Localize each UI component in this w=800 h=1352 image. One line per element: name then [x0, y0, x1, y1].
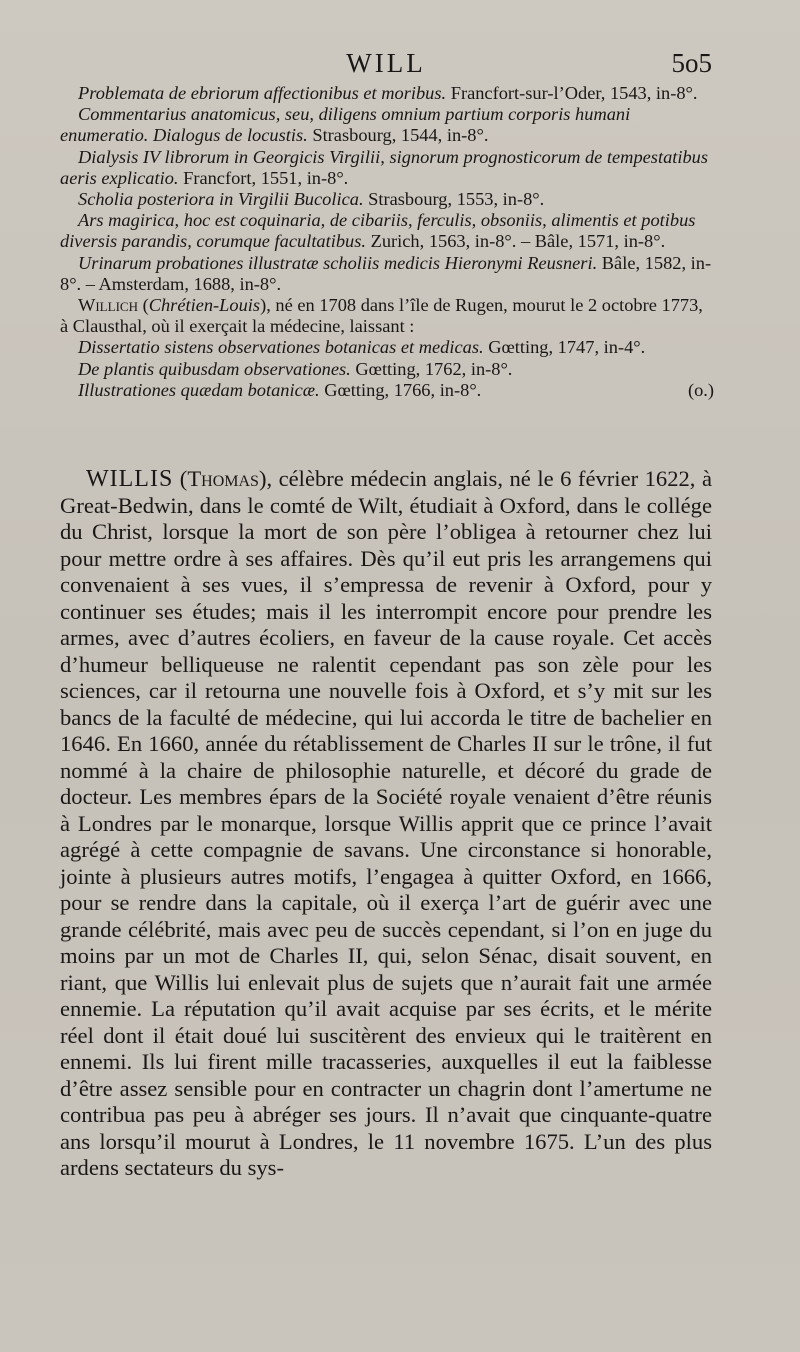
- author-signature: (o.): [687, 379, 714, 400]
- bibliography-entry: [60, 253, 714, 295]
- page-number: 5o5: [671, 48, 712, 78]
- work-details: Francfort, 1551, in-8°.: [178, 167, 349, 188]
- bibliography-entry: [60, 83, 714, 104]
- bibliography-entry: [60, 189, 714, 210]
- work-title: Illustrationes quædam botanicæ.: [78, 379, 320, 400]
- willich-entry: Willich (Chrétien-Louis), né en 1708 dans l’île de Rugen, mourut le 2 octobre 1773, à Clausthal, où il exerçait la médecine, laissant :: [60, 295, 703, 337]
- article-paragraph: WILLIS (Thomas), célèbre médecin anglais, né le 6 février 1622, à Great-Bedwin, dans le comté de Wilt, étudiait à Oxford, dans le collége du Christ, lorsque la mort de son père l’obligea à retourner chez lui pour mettre ordre à ses affaires. Dès qu’il eut pris les arrangemens qui convenaient à ses vues, il s’empressa de revenir à Oxford, pour y continuer ses études; mais il les interrompit encore pour prendre les armes, avec d’autres écoliers, en faveur de la cause royale. Cet accès d’humeur belliqueuse ne ralentit cependant pas son zèle pour les sciences, car il retourna une nouvelle fois à Oxford, et s’y mit sur les bancs de la faculté de médecine, qui lui accorda le titre de bachelier en 1646. En 1660, année du rétablissement de Charles II sur le trône, il fut nommé à la chaire de philosophie naturelle, et décoré du grade de docteur. Les membres épars de la Société royale venaient d’être réunis à Londres par le monarque, lorsque Willis apprit que ce prince l’avait agrégé à cette compagnie de savans. Une circonstance si honorable, jointe à plusieurs autres motifs, l’engagea à quitter Oxford, en 1666, pour se rendre dans la capitale, où il exerça l’art de guérir avec une grande célébrité, mais avec peu de succès cependant, si l’on en juge du moins par un mot de Charles II, qui, selon Sénac, disait souvent, en riant, que Willis lui enlevait plus de sujets que n’aurait fait une armée ennemie. La réputation qu’il avait acquise par ses écrits, et le mérite réel dont il était doué lui suscitèrent des envieux qui le traitèrent en ennemi. Ils lui firent mille tracasseries, auxquelles il eut la faiblesse d’être assez sensible pour en contracter un chagrin dont l’amertume ne contribua pas peu à abréger ses jours. Il n’avait que cinquante-quatre ans lorsqu’il mourut à Londres, le 11 novembre 1675. L’un des plus ardens sectateurs du sys-: [60, 466, 712, 1180]
- work-details: Gœtting, 1747, in-4°.: [483, 337, 646, 358]
- work-details: Bâle, 1582, in-8°. – Amsterdam, 1688, in-8°.: [60, 252, 712, 294]
- work-title: Ars magirica, hoc est coquinaria, de cibariis, ferculis, obsoniis, alimentis et potibus diversis parandis, corumque facultatibus.: [60, 210, 696, 252]
- bibliography-entry: [60, 147, 714, 189]
- article-headword: WILLIS: [86, 466, 174, 492]
- work-details: Francfort-sur-l’Oder, 1543, in-8°.: [446, 83, 698, 103]
- running-title: WILL: [346, 48, 426, 78]
- work-title: Dissertatio sistens observationes botanicas et medicas.: [78, 337, 484, 358]
- work-title: Commentarius anatomicus, seu, diligens omnium partium corporis humani enumeratio. Dialogus de locustis.: [60, 104, 631, 146]
- bibliography-entry: [60, 104, 714, 146]
- bibliography-entry: [60, 359, 714, 380]
- page-header: [60, 48, 712, 80]
- work-details: Strasbourg, 1553, in-8°.: [363, 189, 545, 210]
- work-title: De plantis quibusdam observationes.: [78, 358, 351, 379]
- entry-text: , né en 1708 dans l’île de Rugen, mourut le 2 octobre 1773, à Clausthal, où il exerçait la médecine, laissant :: [60, 295, 703, 337]
- article-willis: [60, 466, 712, 1182]
- bibliography-entry: [60, 380, 714, 401]
- work-details: Zurich, 1563, in-8°. – Bâle, 1571, in-8°.: [366, 231, 666, 252]
- work-title: Urinarum probationes illustratæ scholiis medicis Hieronymi Reusneri.: [78, 252, 598, 273]
- bibliography-entry: [60, 337, 714, 358]
- bibliography-wittich: [60, 83, 714, 401]
- work-title: Dialysis IV librorum in Georgicis Virgilii, signorum prognosticorum de tempestatibus aeris explicatio.: [60, 146, 709, 188]
- entry-forename: Chrétien-Louis: [148, 295, 261, 316]
- work-details: Strasbourg, 1544, in-8°.: [307, 125, 489, 146]
- work-details: Gœtting, 1762, in-8°.: [350, 358, 513, 379]
- entry-headword: Willich: [78, 295, 138, 316]
- work-details: Gœtting, 1766, in-8°.: [319, 379, 482, 400]
- work-title: Scholia posteriora in Virgilii Bucolica.: [78, 189, 364, 210]
- work-title: Problemata de ebriorum affectionibus et moribus.: [78, 83, 447, 103]
- article-body: , célèbre médecin anglais, né le 6 février 1622, à Great-Bedwin, dans le comté de Wilt, étudiait à Oxford, dans le collége du Christ, lorsque la mort de son père l’obligea à retourner chez lui pour mettre ordre à ses affaires. Dès qu’il eut pris les arrangemens qui convenaient à ses vues, il s’empressa de revenir à Oxford, pour y continuer ses études; mais il les interrompit encore pour prendre les armes, avec d’autres écoliers, en faveur de la cause royale. Cet accès d’humeur belliqueuse ne ralentit cependant pas son zèle pour les sciences, car il retourna une nouvelle fois à Oxford, et s’y mit sur les bancs de la faculté de médecine, qui lui accorda le titre de bachelier en 1646. En 1660, année du rétablissement de Charles II sur le trône, il fut nommé à la chaire de philosophie naturelle, et décoré du grade de docteur. Les membres épars de la Société royale venaient d’être réunis à Londres par le monarque, lorsque Willis apprit que ce prince l’avait agrégé à cette compagnie de savans. Une circonstance si honorable, jointe à plusieurs autres motifs, l’engagea à quitter Oxford, en 1666, pour se rendre dans la capitale, où il exerça l’art de guérir avec une grande célébrité, mais avec peu de succès cependant, si l’on en juge du moins par un mot de Charles II, qui, selon Sénac, disait souvent, en riant, que Willis lui enlevait plus de sujets que n’aurait fait une armée ennemie. La réputation qu’il avait acquise par ses écrits, et le mérite réel dont il était doué lui suscitèrent des envieux qui le traitèrent en ennemi. Ils lui firent mille tracasseries, auxquelles il eut la faiblesse d’être assez sensible pour en contracter un chagrin dont l’amertume ne contribua pas peu à abréger ses jours. Il n’avait que cinquante-quatre ans lorsqu’il mourut à Londres, le 11 novembre 1675. L’un des plus ardens sectateurs du sys-: [60, 466, 712, 1180]
- article-forename: Thomas: [187, 466, 259, 491]
- bibliography-entry: [60, 210, 714, 252]
